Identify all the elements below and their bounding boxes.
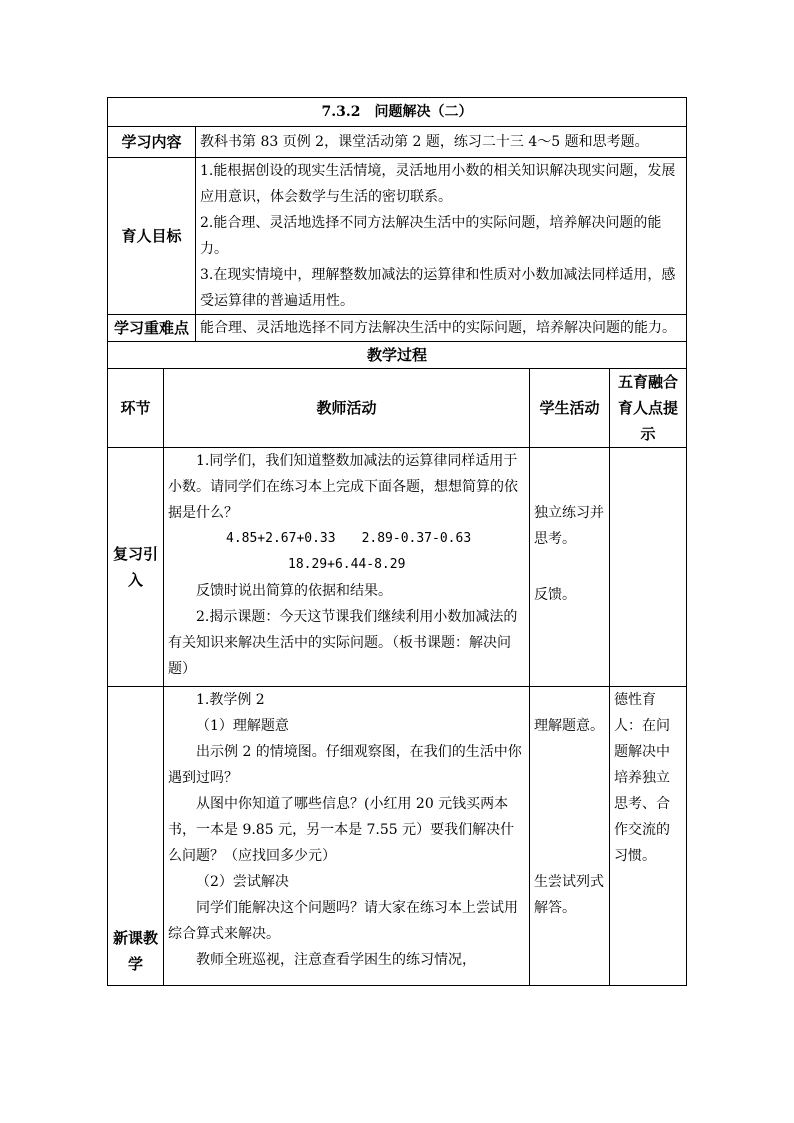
new-lesson-p7: 教师全班巡视，注意查看学困生的练习情况，	[196, 952, 476, 968]
column-student: 学生活动	[530, 369, 610, 448]
goal-item-1: 1.能根据创设的现实生活情境，灵活地用小数的相关知识解决现实问题，发展应用意识，体会数学与生活的密切联系。	[200, 163, 676, 205]
column-teacher: 教师活动	[164, 369, 530, 448]
lesson-table	[107, 97, 687, 986]
column-stage: 环节	[108, 369, 164, 448]
review-stage: 复习引入	[108, 448, 164, 687]
new-lesson-stage: 新课教学	[108, 687, 164, 986]
column-tips: 五育融合育人点提示	[610, 369, 687, 448]
review-student-s2: 反馈。	[534, 587, 576, 603]
new-lesson-tips: 德性育人：在问题解决中培养独立思考、合作交流的习惯。	[610, 687, 687, 986]
review-formula-2: 18.29+6.44-8.29	[288, 557, 406, 572]
review-teacher	[164, 448, 530, 687]
review-teacher-p3: 2.揭示课题：今天这节课我们继续利用小数加减法的有关知识来解决生活中的实际问题。（板书课题：解决问题）	[168, 609, 518, 677]
goals-label: 育人目标	[108, 158, 196, 315]
new-lesson-student	[530, 687, 610, 986]
lesson-plan	[107, 97, 686, 986]
new-lesson-teacher	[164, 687, 530, 986]
new-lesson-student-s1: 理解题意。	[534, 718, 604, 734]
key-points-text: 能合理、灵活地选择不同方法解决生活中的实际问题，培养解决问题的能力。	[196, 315, 687, 342]
new-lesson-p6: 同学们能解决这个问题吗？请大家在练习本上尝试用综合算式来解决。	[168, 900, 518, 942]
goal-item-3: 3.在现实情境中，理解整数加减法的运算律和性质对小数加减法同样适用，感受运算律的普遍适用性。	[200, 267, 676, 309]
review-student	[530, 448, 610, 687]
process-title: 教学过程	[108, 342, 687, 369]
goal-item-2: 2.能合理、灵活地选择不同方法解决生活中的实际问题，培养解决问题的能力。	[200, 215, 662, 257]
new-lesson-p3: 出示例 2 的情境图。仔细观察图，在我们的生活中你遇到过吗？	[168, 744, 522, 786]
new-lesson-p2: （1）理解题意	[196, 718, 289, 734]
new-lesson-p4: 从图中你知道了哪些信息？(小红用 20 元钱买两本书，一本是 9.85 元，另一本是 7.55 元）要我们解决什么问题？（应找回多少元）	[168, 796, 515, 864]
new-lesson-student-s2: 生尝试列式解答。	[534, 874, 604, 916]
review-tips	[610, 448, 687, 687]
new-lesson-p1: 1.教学例 2	[196, 692, 265, 708]
content-label: 学习内容	[108, 127, 196, 158]
content-text: 教科书第 83 页例 2，课堂活动第 2 题，练习二十三 4～5 题和思考题。	[196, 127, 687, 158]
lesson-title: 7.3.2 问题解决（二）	[108, 98, 687, 127]
review-teacher-p1: 1.同学们，我们知道整数加减法的运算律同样适用于小数。请同学们在练习本上完成下面各题，想想简算的依据是什么？	[168, 453, 518, 521]
review-formula-1: 4.85+2.67+0.33 2.89-0.37-0.63	[226, 531, 472, 546]
review-student-s1: 独立练习并思考。	[534, 505, 604, 547]
review-teacher-p2: 反馈时说出简算的依据和结果。	[196, 583, 392, 599]
new-lesson-p5: （2）尝试解决	[196, 874, 289, 890]
goals-text	[196, 158, 687, 315]
key-points-label: 学习重难点	[108, 315, 196, 342]
